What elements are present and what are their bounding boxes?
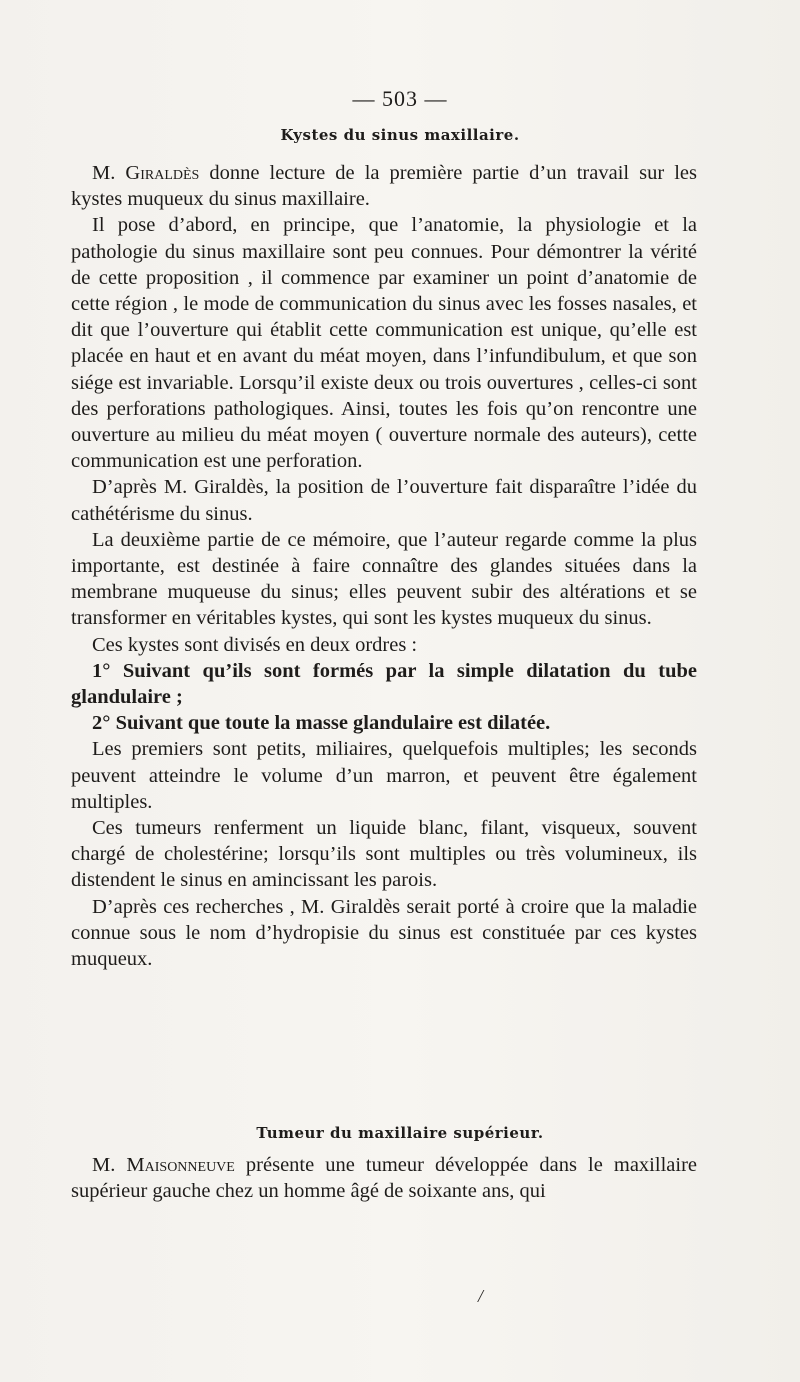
list-item: 2° Suivant que toute la masse glandulaire est dilatée. [92,712,551,735]
bottom-mark: / [478,1286,484,1306]
section-title-tumeur: Tumeur du maxillaire supérieur. [256,1124,544,1142]
section-body-tumeur [71,1152,697,1204]
author-name: Maisonneuve [126,1154,235,1176]
page-number: — 503 — [352,86,448,111]
paragraph-lead: M. [92,162,126,184]
section-title-kystes: Kystes du sinus maxillaire. [280,126,520,144]
paragraph-text: présente une tumeur développée dans le maxillaire supérieur gauche chez un homme âgé de soixante ans, qui [71,1154,697,1203]
paragraph: Les premiers sont petits, miliaires, quelquefois multiples; les seconds peuvent atteindre le volume d’un marron, et peuvent être également multiples. [71,738,697,813]
paragraph: La deuxième partie de ce mémoire, que l’auteur regarde comme la plus importante, est destinée à faire connaître des glandes situées dans la membrane muqueuse du sinus; elles peuvent subir des altérations et se transformer en véritables kystes, qui sont les kystes muqueux du sinus. [71,528,697,630]
paragraph: Ces kystes sont divisés en deux ordres : [92,633,418,656]
author-name: Giraldès [125,162,200,184]
list-item: 1° Suivant qu’ils sont formés par la simple dilatation du tube glandulaire ; [71,659,697,709]
paragraph: Ces tumeurs renferment un liquide blanc, filant, visqueux, souvent chargé de cholestérine; lorsqu’ils sont multiples ou très volumineux, ils distendent le sinus en amincissant les parois. [71,817,697,892]
paragraph [71,160,697,212]
paragraph: Il pose d’abord, en principe, que l’anatomie, la physiologie et la pathologie du sinus maxillaire sont peu connues. Pour démontrer la vérité de cette proposition , il commence par examiner un point d’anatomie de cette région , le mode de communication du sinus avec les fosses nasales, et dit que l’ouverture qui établit cette communication est unique, qu’elle est placée en haut et en avant du méat moyen, dans l’infundibulum, et que son siége est invariable. Lorsqu’il existe deux ou trois ouvertures , celles-ci sont des perforations pathologiques. Ainsi, toutes les fois qu’on rencontre une ouverture au milieu du méat moyen ( ouverture normale des auteurs), cette communication est une perforation. [71,214,697,473]
paragraph [71,1152,697,1204]
paragraph-text: donne lecture de la première partie d’un travail sur les kystes muqueux du sinus maxillaire. [71,162,698,211]
paragraph: D’après M. Giraldès, la position de l’ouverture fait disparaître l’idée du cathétérisme du sinus. [71,476,697,525]
paragraph: D’après ces recherches , M. Giraldès serait porté à croire que la maladie connue sous le nom d’hydropisie du sinus est constituée par ces kystes muqueux. [71,895,697,971]
section-body-kystes [71,160,697,972]
paragraph-lead: M. [92,1154,127,1176]
